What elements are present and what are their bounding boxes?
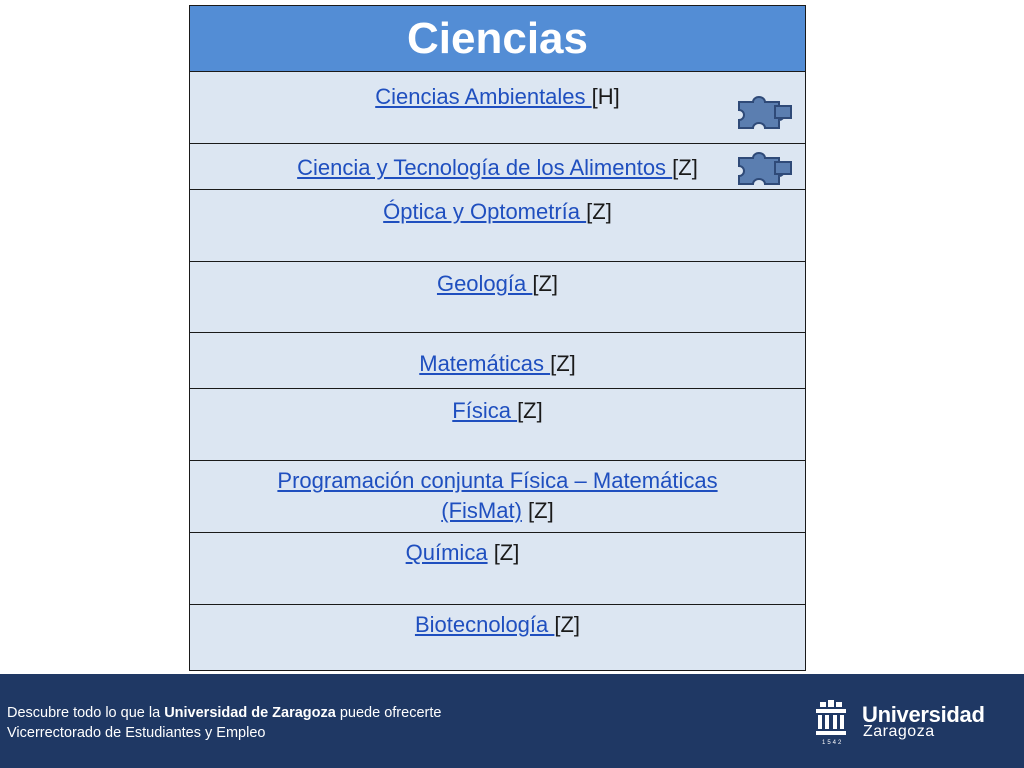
campus-tag: [Z] [528, 498, 554, 523]
degree-link-geologia[interactable]: Geología [436, 271, 533, 296]
table-row [190, 605, 805, 671]
footer-tagline-university: Universidad de Zaragoza [164, 705, 336, 721]
table-row [190, 144, 805, 190]
degree-link-fisica[interactable]: Física [452, 398, 518, 423]
puzzle-icon [735, 92, 797, 132]
campus-tag: [Z] [550, 351, 576, 376]
table-row [190, 72, 805, 144]
campus-tag: [Z] [517, 398, 543, 423]
table-row [190, 389, 805, 461]
campus-tag: [H] [591, 84, 620, 109]
table-header [190, 6, 805, 72]
table-row [190, 533, 805, 605]
logo-title: Universidad [862, 702, 985, 727]
logo-year: 1542 [822, 740, 844, 746]
footer-tagline-pre: Descubre todo lo que la [7, 705, 165, 721]
campus-tag: [Z] [672, 155, 698, 180]
degree-link-matematicas[interactable]: Matemáticas [419, 351, 551, 376]
campus-tag: [Z] [532, 271, 559, 296]
degree-link-biotecnologia[interactable]: Biotecnología [414, 612, 555, 637]
footer-bar [0, 674, 1024, 768]
degree-link-ciencia-tecnologia-alimentos[interactable]: Ciencia y Tecnología de los Alimentos [297, 155, 673, 180]
table-row [190, 333, 805, 389]
degree-link-fismat-line2[interactable]: (FisMat) [441, 498, 522, 523]
footer-tagline-post: puede ofrecerte [335, 705, 442, 721]
table-title: Ciencias [407, 13, 588, 63]
degree-link-fismat-line1[interactable]: Programación conjunta Física – Matemáticas [277, 468, 718, 493]
campus-tag: [Z] [586, 199, 612, 224]
logo-subtitle: Zaragoza [863, 723, 935, 740]
degree-link-optica-optometria[interactable]: Óptica y Optometría [383, 199, 587, 224]
table-row [190, 262, 805, 333]
footer-department: Vicerrectorado de Estudiantes y Empleo [7, 725, 266, 741]
degree-link-ciencias-ambientales[interactable]: Ciencias Ambientales [375, 84, 592, 109]
table-row [190, 190, 805, 262]
table-row [190, 461, 805, 533]
degrees-table [189, 5, 806, 671]
degree-link-quimica[interactable]: Química [405, 540, 488, 565]
campus-tag: [Z] [493, 540, 520, 565]
puzzle-icon [735, 148, 797, 188]
campus-tag: [Z] [554, 612, 581, 637]
footer-tagline [7, 705, 441, 721]
